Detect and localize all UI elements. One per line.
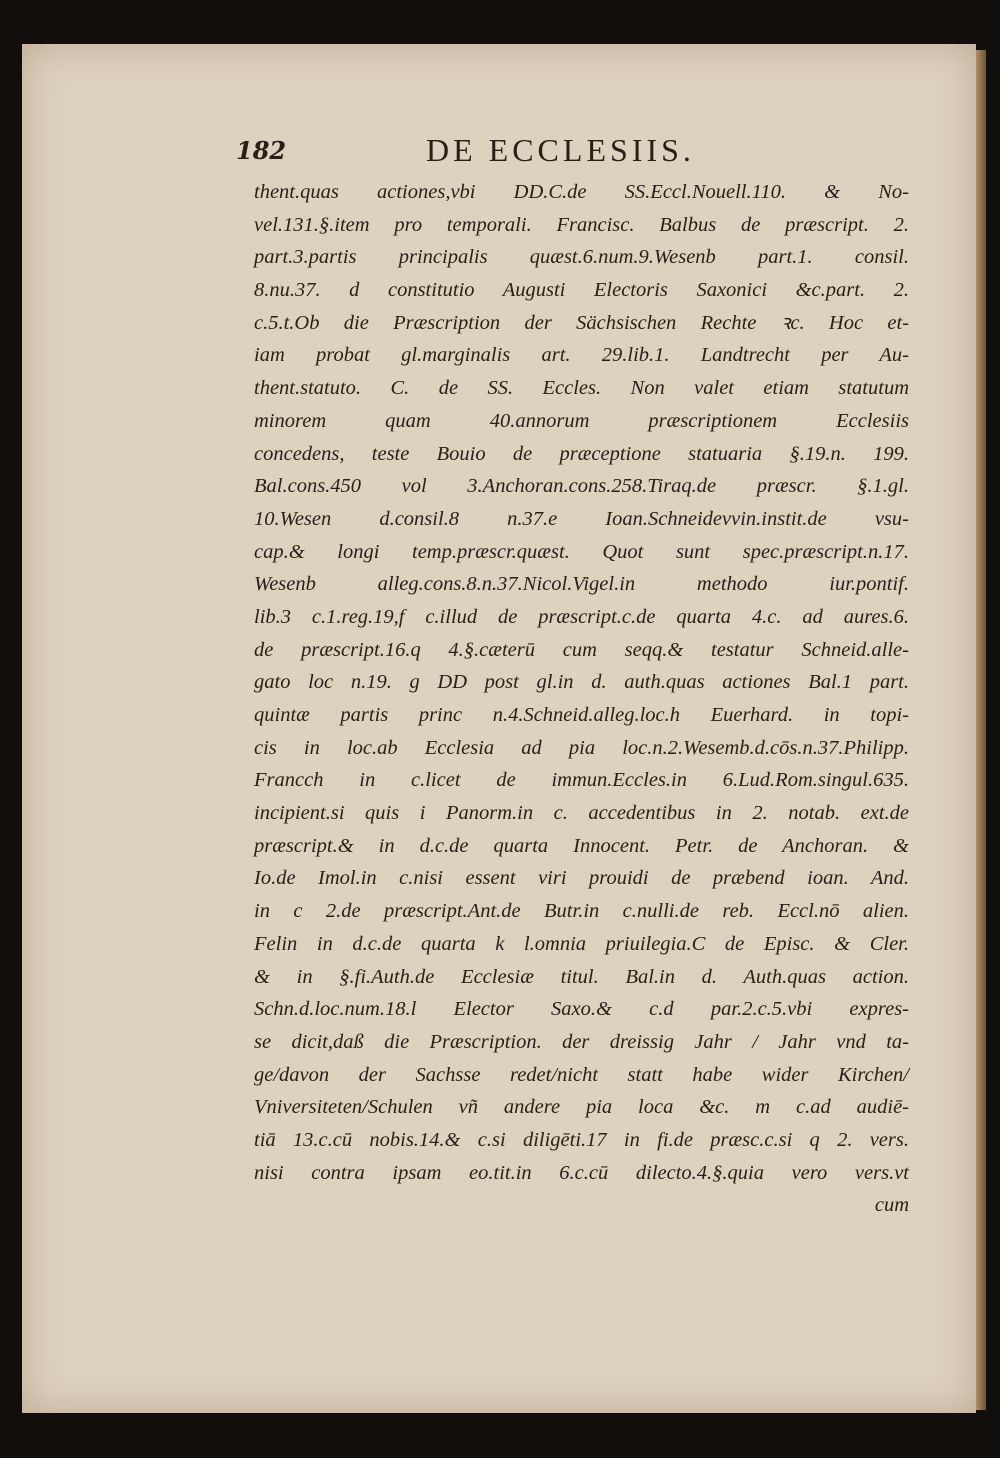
text-line: lib.3 c.1.reg.19,f c.illud de præscript.c.de quarta 4.c. ad aures.6. [254, 605, 909, 628]
text-line: præscript.& in d.c.de quarta Innocent. Petr. de Anchoran. & [254, 834, 909, 857]
running-head: DE ECCLESIIS. [426, 132, 695, 168]
page-number: 182 [236, 136, 287, 165]
text-line: de præscript.16.q 4.§.cæterū cum seqq.& testatur Schneid.alle- [254, 638, 909, 661]
text-line: iam probat gl.marginalis art. 29.lib.1. Landtrecht per Au- [254, 344, 909, 367]
text-line: thent.statuto. C. de SS. Eccles. Non valet etiam statutum [254, 377, 909, 400]
text-line: Wesenb alleg.cons.8.n.37.Nicol.Vigel.in methodo iur.pontif. [254, 573, 909, 596]
catchword: cum [874, 1194, 909, 1217]
text-line: ge/davon der Sachsse redet/nicht statt habe wider Kirchen/ [254, 1063, 909, 1086]
text-line: gato loc n.19. g DD post gl.in d. auth.quas actiones Bal.1 part. [254, 671, 909, 694]
text-line: nisi contra ipsam eo.tit.in 6.c.cū dilecto.4.§.quia vero vers.vt [254, 1161, 909, 1184]
text-line: cap.& longi temp.præscr.quæst. Quot sunt spec.præscript.n.17. [254, 540, 909, 563]
body-text [254, 176, 909, 1222]
text-line: & in §.fi.Auth.de Ecclesiæ titul. Bal.in d. Auth.quas action. [254, 965, 909, 988]
text-line: 8.nu.37. d constitutio Augusti Electoris Saxonici &c.part. 2. [254, 279, 909, 302]
text-line: Felin in d.c.de quarta k l.omnia priuilegia.C de Episc. & Cler. [254, 932, 909, 955]
text-line: c.5.t.Ob die Præscription der Sächsischen Rechte ꝛc. Hoc et- [254, 311, 909, 334]
text-line: cis in loc.ab Ecclesia ad pia loc.n.2.Wesemb.d.cōs.n.37.Philipp. [254, 736, 909, 759]
text-line: part.3.partis principalis quæst.6.num.9.Wesenb part.1. consil. [254, 246, 909, 269]
text-line: Vniversiteten/Schulen vñ andere pia loca &c. m c.ad audiē- [254, 1096, 909, 1119]
text-line: incipient.si quis i Panorm.in c. accedentibus in 2. notab. ext.de [254, 802, 909, 825]
text-line: thent.quas actiones,vbi DD.C.de SS.Eccl.Nouell.110. & No- [254, 181, 909, 203]
text-line: concedens, teste Bouio de præceptione statuaria §.19.n. 199. [254, 442, 909, 465]
text-line: quintæ partis princ n.4.Schneid.alleg.loc.h Euerhard. in topi- [254, 704, 909, 726]
page-header [236, 132, 936, 176]
text-line: vel.131.§.item pro temporali. Francisc. Balbus de præscript. 2. [254, 213, 909, 236]
text-line: Francch in c.licet de immun.Eccles.in 6.Lud.Rom.singul.635. [254, 769, 909, 792]
text-line: Schn.d.loc.num.18.l Elector Saxo.& c.d par.2.c.5.vbi expres- [254, 998, 909, 1021]
text-line: Bal.cons.450 vol 3.Anchoran.cons.258.Tiraq.de præscr. §.1.gl. [254, 475, 909, 498]
text-line: se dicit,daß die Præscription. der dreissig Jahr / Jahr vnd ta- [254, 1030, 909, 1053]
text-line: 10.Wesen d.consil.8 n.37.e Ioan.Schneidevvin.instit.de vsu- [254, 507, 909, 530]
text-line: Io.de Imol.in c.nisi essent viri prouidi de præbend ioan. And. [254, 867, 909, 890]
text-line: minorem quam 40.annorum præscriptionem Ecclesiis [254, 409, 909, 432]
text-line: tiā 13.c.cū nobis.14.& c.si diligēti.17 in fi.de præsc.c.si q 2. vers. [254, 1128, 909, 1151]
text-line: in c 2.de præscript.Ant.de Butr.in c.nulli.de reb. Eccl.nō alien. [254, 900, 909, 923]
